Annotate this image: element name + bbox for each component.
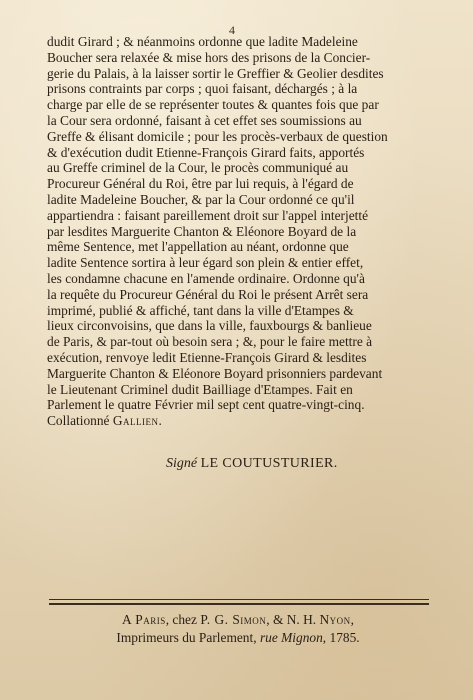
body-line: de Paris, & par-tout où besoin sera ; &, pour le faire mettre à — [47, 334, 373, 350]
imprint-printer-2: Nyon — [319, 612, 351, 627]
page-number: 4 — [229, 23, 235, 37]
collation-prefix: Collationné — [47, 413, 110, 429]
collation-name: Gallien — [112, 413, 159, 429]
body-line: ladite Sentence sortira à leur égard son plein & entier effet, — [47, 255, 364, 271]
imprint-printers-title: Imprimeurs du Parlement, — [116, 630, 257, 645]
body-text — [47, 34, 429, 429]
imprint-line-1 — [47, 611, 429, 629]
body-line: les condamne chacune en l'amende ordinaire. Ordonne qu'à — [47, 270, 365, 286]
imprint-chez: , chez — [165, 612, 197, 627]
imprint-city: A Paris — [121, 612, 166, 627]
body-line: & d'exécution dudit Etienne-François Girard faits, apportés — [47, 144, 365, 160]
body-line: exécution, renvoye ledit Etienne-François Girard & lesdites — [47, 349, 367, 365]
body-line: le Lieutenant Criminel dudit Bailliage d'Etampes. Fait en — [47, 381, 353, 397]
body-line: gerie du Palais, à la laisser sortir le Greffier & Geolier desdites — [47, 65, 384, 81]
imprint-line-2 — [47, 629, 429, 647]
body-line: dudit Girard ; & néanmoins ordonne que ladite Madeleine — [47, 34, 358, 49]
imprint-year: , 1785. — [322, 630, 360, 645]
imprint-line1-end: , — [350, 612, 355, 627]
body-line: Parlement le quatre Février mil sept cent quatre-vingt-cinq. — [47, 397, 365, 413]
divider-rule — [49, 599, 429, 600]
imprint-joiner: , & N. H. — [266, 612, 317, 627]
body-line: Greffe & élisant domicile ; pour les procès-verbaux de question — [47, 128, 388, 144]
body-line: charge par elle de se représenter toutes & quantes fois que par — [47, 97, 379, 113]
body-line: la requête du Procureur Général du Roi le présent Arrêt sera — [47, 286, 369, 302]
signature-label: Signé — [166, 456, 198, 471]
divider-rule-thick — [49, 603, 429, 605]
body-line: même Sentence, met l'appellation au néant, ordonne que — [47, 239, 349, 255]
body-line: la Cour sera ordonné, faisant à cet effet ses soumissions au — [47, 112, 362, 128]
body-line: appartiendra : faisant pareillement droit sur l'appel interjetté — [47, 207, 369, 223]
collation-line: Collationné Gallien. — [47, 413, 162, 429]
body-line: par lesdites Marguerite Chanton & Eléonore Boyard de la — [47, 223, 357, 239]
body-line: Boucher sera relaxée & mise hors des prisons de la Concier- — [47, 49, 371, 65]
body-line: imprimé, publié & affiché, tant dans la ville d'Etampes & — [47, 302, 354, 318]
body-line: prisons contraints par corps ; quoi faisant, déchargés ; à la — [47, 81, 358, 97]
body-line: Procureur Général du Roi, être par lui requis, à l'égard de — [47, 176, 354, 192]
signatory-name: LE COUTUSTURIER. — [200, 456, 338, 471]
signature — [166, 455, 338, 473]
body-line: ladite Madeleine Boucher, & par la Cour ordonné ce qu'il — [47, 191, 355, 207]
body-line: au Greffe criminel de la Cour, le procès communiqué au — [47, 160, 349, 176]
imprint-street: rue Mignon — [259, 630, 323, 645]
body-line: Marguerite Chanton & Eléonore Boyard prisonniers pardevant — [47, 365, 383, 381]
body-line: lieux circonvoisins, que dans la ville, fauxbourgs & banlieue — [47, 318, 372, 334]
printer-imprint — [47, 611, 429, 647]
imprint-printer-1: P. G. Simon — [200, 612, 267, 627]
